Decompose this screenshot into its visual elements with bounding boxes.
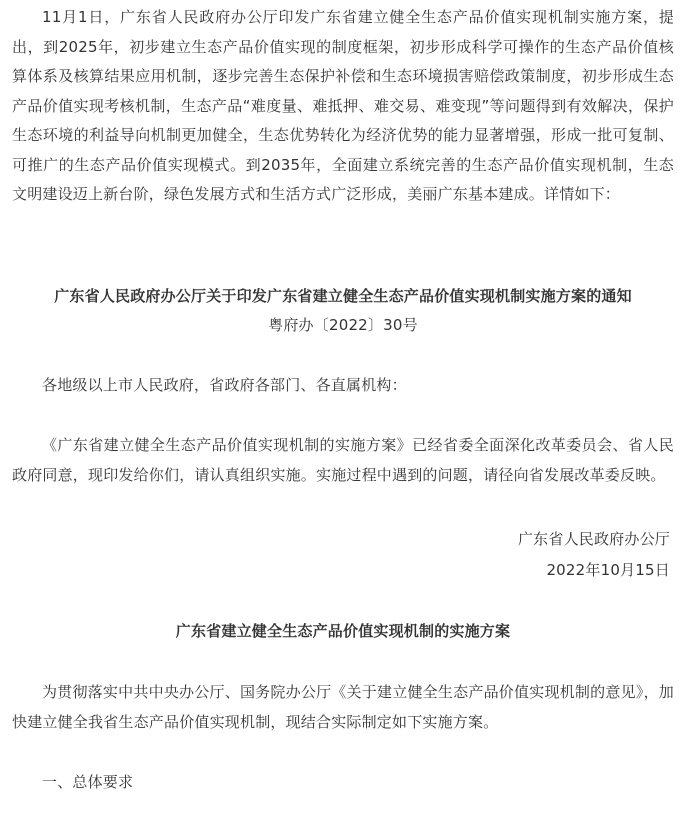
- addressee-line: 各地级以上市人民政府，省政府各部门、各直属机构：: [42, 376, 407, 394]
- issuer-signature: 广东省人民政府办公厅: [517, 530, 670, 548]
- section-heading: 一、总体要求: [42, 773, 134, 791]
- notice-title: 广东省人民政府办公厅关于印发广东省建立健全生态产品价值实现机制实施方案的通知: [54, 287, 632, 305]
- plan-title: 广东省建立健全生态产品价值实现机制的实施方案: [175, 622, 511, 640]
- notice-body-paragraph: 《广东省建立健全生态产品价值实现机制的实施方案》已经省委全面深化改革委员会、省人民政府同意，现印发给你们，请认真组织实施。实施过程中遇到的问题，请径向省发展改革委反映。: [12, 436, 674, 484]
- plan-intro-paragraph: 为贯彻落实中共中央办公厅、国务院办公厅《关于建立健全生态产品价值实现机制的意见》，加快建立健全我省生态产品价值实现机制，现结合实际制定如下实施方案。: [12, 683, 674, 731]
- document-number: 粤府办〔2022〕30号: [268, 316, 418, 334]
- intro-paragraph: 11月1日，广东省人民政府办公厅印发广东省建立健全生态产品价值实现机制实施方案，提出，到2025年，初步建立生态产品价值实现的制度框架，初步形成科学可操作的生态产品价值核算体系及核算结果应用机制，逐步完善生态保护补偿和生态环境损害赔偿政策制度，初步形成生态产品价值实现考核机制，生态产品“难度量、难抵押、难交易、难变现”等问题得到有效解决，保护生态环境的利益导向机制更加健全，生态优势转化为经济优势的能力显著增强，形成一批可复制、可推广的生态产品价值实现模式。到2035年，全面建立系统完善的生态产品价值实现机制，生态文明建设迈上新台阶，绿色发展方式和生活方式广泛形成，美丽广东基本建成。详情如下：: [12, 8, 674, 203]
- issue-date: 2022年10月15日: [546, 561, 670, 579]
